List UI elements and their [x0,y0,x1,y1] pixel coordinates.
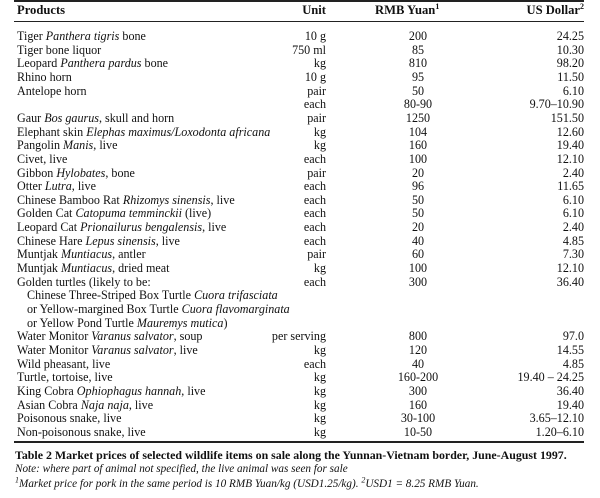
product-name: or Yellow Pond Turtle [27,315,137,330]
rmb-price-cell: 160 [408,397,428,412]
rmb-price-cell: 300 [408,383,428,398]
product-name: or Yellow-margined Box Turtle [27,302,182,316]
table-row [0,57,600,71]
product-detail: , skull and horn [98,110,175,125]
table-row [0,248,600,262]
usd-price-cell: 3.65–12.10 [529,411,584,426]
unit-cell: per serving [271,329,326,344]
product-cell [27,317,227,331]
rmb-price-cell: 1250 [405,110,431,125]
unit-cell: each [303,151,326,166]
table-row [0,330,600,344]
rmb-price-cell: 85 [411,42,425,57]
product-name: Asian Cobra [17,397,81,412]
product-scientific-name: Manis [63,138,94,153]
table-row [0,207,600,221]
table-row [0,71,600,85]
product-scientific-name: Varanus salvator [91,342,174,357]
product-name: Otter [17,179,45,194]
product-detail: , dried meat [112,261,170,276]
usd-price-cell: 11.50 [557,69,584,84]
product-name: Chinese Hare [17,233,86,248]
table-row [0,180,600,194]
header-unit [302,3,326,18]
rmb-price-cell: 50 [411,206,425,221]
product-cell [17,30,146,44]
product-name: Pangolin [17,138,64,153]
rmb-price-cell: 20 [411,165,425,180]
product-cell [17,57,168,71]
product-cell [17,399,153,413]
table-row [0,371,600,385]
usd-price-cell: 151.50 [550,110,584,125]
product-scientific-name: Prionailurus bengalensis [80,220,203,235]
table-row [0,344,600,358]
header-usd-footnote-mark: 2 [580,1,584,11]
product-name: Water Monitor [17,342,92,357]
product-name: Water Monitor [17,329,92,344]
unit-cell: each [303,179,326,194]
table-row [0,112,600,126]
unit-cell: kg [313,370,326,385]
product-detail: , live [155,233,180,248]
table-row [0,385,600,399]
product-name: Muntjak [17,247,62,262]
usd-price-cell: 9.70–10.90 [529,97,584,112]
rmb-price-cell: 10-50 [403,424,433,439]
table-footnotes [15,475,479,490]
product-name: Gaur [17,110,45,125]
product-name: Antelope horn [17,83,87,98]
product-cell [27,289,278,303]
product-cell [17,44,101,58]
unit-cell: each [303,97,326,112]
product-cell [17,221,226,235]
usd-price-cell: 4.85 [562,356,584,371]
table-top-rule [14,0,584,2]
product-name: Turtle, tortoise, live [17,370,113,385]
table-row [0,139,600,153]
rmb-price-cell: 50 [411,83,425,98]
rmb-price-cell: 60 [411,247,425,262]
table-row [0,412,600,426]
unit-cell: each [303,356,326,371]
product-scientific-name: Catopuma temminckii [75,206,182,221]
unit-cell: kg [313,56,326,71]
unit-cell: each [303,206,326,221]
usd-price-cell: 14.55 [556,342,584,357]
unit-cell: kg [313,383,326,398]
usd-price-cell: 19.40 [556,397,584,412]
product-detail: bone [141,56,169,71]
footnote-1: Market price for pork in the same period is 10 RMB Yuan/kg (USD1.25/kg). [19,478,359,490]
usd-price-cell: 98.20 [556,56,584,71]
footnote-1-mark: 1 [15,475,19,485]
product-name: Tiger bone liquor [17,42,102,57]
product-name: Chinese Three-Striped Box Turtle [27,288,195,303]
usd-price-cell: 12.60 [556,124,584,139]
header-rmb [375,3,439,18]
product-detail: , live [128,397,154,412]
unit-cell: 10 g [304,69,326,84]
table-row [0,276,600,290]
usd-price-cell: 19.40 – 24.25 [517,370,584,385]
table-row [0,194,600,208]
product-cell [17,180,96,194]
table-row [0,167,600,181]
product-cell [17,358,110,372]
product-cell [17,371,113,385]
rmb-price-cell: 160-200 [397,370,439,385]
product-scientific-name: Varanus salvator [91,329,174,344]
unit-cell: kg [313,261,326,276]
product-detail: , live [173,342,198,357]
product-scientific-name: Lutra [44,179,72,194]
product-detail: , antler [112,247,146,262]
product-detail: (live) [181,206,212,221]
unit-cell: kg [313,397,326,412]
product-name: Rhino horn [17,69,72,84]
unit-cell: each [303,192,326,207]
header-rmb-footnote-mark: 1 [435,1,440,11]
unit-cell: 10 g [304,29,326,43]
rmb-price-cell: 100 [408,151,428,166]
product-scientific-name: Panthera tigris [45,29,120,43]
product-scientific-name: Elephas maximus/Loxodonta africana [86,124,271,139]
rmb-price-cell: 300 [408,274,428,289]
product-cell [17,385,205,399]
table-row [0,262,600,276]
rmb-price-cell: 40 [411,233,425,248]
table-caption: Table 2 Market prices of selected wildlife items on sale along the Yunnan-Vietnam border, June-August 1997. [15,448,567,462]
product-cell [17,276,151,290]
footnote-2-mark: 2 [361,475,366,485]
product-scientific-name: Lepus sinensis [85,233,156,248]
product-cell [17,112,174,126]
table-row [0,221,600,235]
product-cell [27,303,290,317]
rmb-price-cell: 160 [408,138,428,153]
product-detail: , live [93,138,118,153]
product-name: Leopard Cat [17,220,81,235]
table-row [0,426,600,440]
unit-cell: each [303,274,326,289]
product-name: Golden turtles (likely to be: [17,274,151,289]
rmb-price-cell: 120 [408,342,428,357]
product-cell [17,248,146,262]
product-cell [17,344,198,358]
product-name: Tiger [17,29,46,43]
product-cell [17,262,170,276]
usd-price-cell: 10.30 [556,42,584,57]
product-cell [17,412,121,426]
rmb-price-cell: 95 [411,69,425,84]
unit-cell: pair [307,83,326,98]
header-products: Products [17,3,66,17]
product-detail: , live [202,220,227,235]
product-scientific-name: Cuora flavomarginata [181,302,290,316]
product-scientific-name: Mauremys mutica [136,315,224,330]
product-cell [17,85,87,99]
product-scientific-name: Cuora trifasciata [194,288,278,303]
table-row [0,289,600,303]
usd-price-cell: 12.10 [556,151,584,166]
product-name: Chinese Bamboo Rat [17,192,123,207]
product-name: Wild pheasant, live [17,356,111,371]
product-name: Golden Cat [17,206,76,221]
usd-price-cell: 4.85 [562,233,584,248]
product-cell [17,126,270,140]
unit-cell: kg [313,138,326,153]
rmb-price-cell: 40 [411,356,425,371]
rmb-price-cell: 96 [411,179,425,194]
product-scientific-name: Muntiacus [61,247,113,262]
product-name: Leopard [17,56,61,71]
table-note: Note: where part of animal not specified, the live animal was seen for sale [15,463,348,475]
usd-price-cell: 11.65 [557,179,584,194]
product-cell [17,235,180,249]
usd-price-cell: 7.30 [562,247,584,262]
table-row [0,303,600,317]
rmb-price-cell: 20 [411,220,425,235]
product-scientific-name: Hylobates [56,165,106,180]
table-row [0,44,600,58]
product-scientific-name: Bos gaurus [44,110,99,125]
table-row [0,85,600,99]
product-name: Poisonous snake, live [17,411,122,426]
product-detail: , live [210,192,235,207]
unit-cell: each [303,220,326,235]
unit-cell: kg [313,342,326,357]
product-detail: ) [223,315,228,330]
unit-cell: pair [307,247,326,262]
product-name: King Cobra [17,383,77,398]
table-row [0,399,600,413]
usd-price-cell: 36.40 [556,383,584,398]
unit-cell: each [303,233,326,248]
header-usd-label: US Dollar [526,3,580,17]
footnote-2: USD1 = 8.25 RMB Yuan. [365,478,479,490]
product-detail: , soup [173,329,203,344]
product-cell [17,207,211,221]
product-detail: , bone [105,165,135,180]
rmb-price-cell: 200 [408,29,428,43]
table-row [0,317,600,331]
unit-cell: pair [307,165,326,180]
product-cell [17,330,202,344]
product-cell [17,153,67,167]
unit-cell: pair [307,110,326,125]
usd-price-cell: 2.40 [562,165,584,180]
usd-price-cell: 19.40 [556,138,584,153]
product-cell [17,194,235,208]
product-cell [17,426,146,440]
product-name: Civet, live [17,151,68,166]
usd-price-cell: 1.20–6.10 [535,424,584,439]
product-cell [17,71,72,85]
product-scientific-name: Panthera pardus [60,56,142,71]
product-scientific-name: Muntiacus [61,261,113,276]
table-row [0,235,600,249]
header-rmb-label: RMB Yuan [375,3,436,17]
unit-cell: kg [313,124,326,139]
usd-price-cell: 97.0 [562,329,584,344]
usd-price-cell: 12.10 [556,261,584,276]
header-usd [526,3,584,18]
unit-cell: kg [313,411,326,426]
unit-cell: 750 ml [292,42,326,57]
product-cell [17,139,117,153]
product-name: Elephant skin [17,124,87,139]
product-cell [17,167,135,181]
product-detail: bone [119,29,146,43]
product-name: Gibbon [17,165,57,180]
header-unit-label: Unit [302,3,326,17]
table-row [0,358,600,372]
rmb-price-cell: 810 [408,56,428,71]
rmb-price-cell: 104 [408,124,428,139]
usd-price-cell: 2.40 [562,220,584,235]
product-detail: , live [71,179,96,194]
product-scientific-name: Naja naja [80,397,129,412]
table-bottom-rule [14,441,584,443]
usd-price-cell: 6.10 [562,206,584,221]
usd-price-cell: 36.40 [556,274,584,289]
product-scientific-name: Ophiophagus hannah [76,383,182,398]
product-scientific-name: Rhizomys sinensis [122,192,211,207]
usd-price-cell: 6.10 [562,192,584,207]
product-name: Muntjak [17,261,62,276]
product-name: Non-poisonous snake, live [17,424,146,439]
table-row [0,30,600,44]
rmb-price-cell: 100 [408,261,428,276]
table-row [0,126,600,140]
usd-price-cell: 24.25 [556,29,584,43]
rmb-price-cell: 50 [411,192,425,207]
product-detail: , live [181,383,206,398]
rmb-price-cell: 800 [408,329,428,344]
rmb-price-cell: 30-100 [400,411,436,426]
header-bottom-rule [14,21,584,22]
usd-price-cell: 6.10 [562,83,584,98]
unit-cell: kg [313,424,326,439]
rmb-price-cell: 80-90 [403,97,433,112]
table-row [0,153,600,167]
table-row [0,98,600,112]
